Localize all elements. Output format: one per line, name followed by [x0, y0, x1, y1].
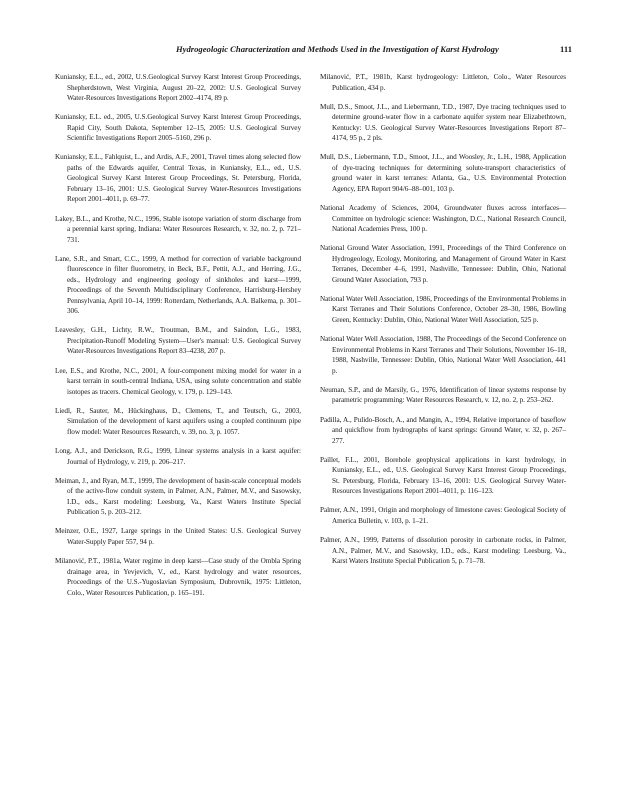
reference-entry: Neuman, S.P., and de Marsily, G., 1976, Identification of linear systems response by parametric programming: Water Resources Research, v. 12, no. 2, p. 253–262.: [320, 385, 566, 405]
reference-entry: Mull, D.S., Liebermann, T.D., Smoot, J.L., and Woosley, Jr., L.H., 1988, Application of dye-tracing techniques for determining solute-transport characteristics of ground water in karst terranes: Atlanta, Ga., U.S. Environmental Protection Agency, EPA Report 904/6–88–001, 103 p.: [320, 153, 566, 193]
reference-entry: Liedl, R., Sauter, M., Hückinghaus, D., Clemens, T., and Teutsch, G., 2003, Simulation of the development of karst aquifers using a coupled continuum pipe flow model: Water Resources Research, v. 39, no. 3, p. 1057.: [55, 406, 301, 436]
reference-entry: Palmer, A.N., 1991, Origin and morphology of limestone caves: Geological Society of America Bulletin, v. 103, p. 1–21.: [320, 506, 566, 525]
reference-entry: Paillet, F.L., 2001, Borehole geophysical applications in karst hydrology, in Kuniansky, E.L., ed., U.S. Geological Survey Karst Interest Group Proceedings, St. Petersburg, Florida, February 13–16, 2001: U.S. Geological Survey Water-Resources Investigations Report 2001–4011, p. 116–123.: [320, 455, 566, 496]
reference-entry: National Academy of Sciences, 2004, Groundwater fluxes across interfaces—Committee on hydrologic science: Washington, D.C., National Research Council, National Academies Press, 100 p.: [320, 204, 566, 234]
reference-entry: Kuniansky, E.L., Fahlquist, L., and Ardis, A.F., 2001, Travel times along selected flow paths of the Edwards aquifer, Central Texas, in Kuniansky, E.L., ed., U.S. Geological Survey Karst Interest Group Proceedings, St. Petersburg, Florida, February 13–16, 2001: U.S. Geological Survey Water-Resources Investigations Report 2001–4011, p. 69–77.: [55, 153, 301, 204]
reference-entry: Long, A.J., and Derickson, R.G., 1999, Linear systems analysis in a karst aquifer: Journal of Hydrology, v. 219, p. 206–217.: [55, 447, 301, 466]
reference-entry: Leavesley, G.H., Lichty, R.W., Troutman, B.M., and Saindon, L.G., 1983, Precipitation-Runoff Modeling System—User's manual: U.S. Geological Survey Water-Resources Investigations Report 83–4238, 207 p.: [55, 326, 301, 356]
page-number: 111: [560, 44, 572, 54]
left-column: [55, 72, 301, 607]
reference-entry: Meinzer, O.E., 1927, Large springs in the United States: U.S. Geological Survey Water-Supply Paper 557, 94 p.: [55, 527, 301, 546]
reference-entry: Lane, S.R., and Smart, C.C., 1999, A method for correction of variable background fluorescence in filter fluorometry, in Beck, B.F., Pettit, A.J., and Herring, J.G., eds., Hydrology and engineering geology of sinkholes and karst—1999, Proceedings of the Seventh Multidisciplinary Conference, Harrisburg-Hershey Pennsylvania, April 10–14, 1999: Rotterdam, Netherlands, A.A. Balkema, p. 301–306.: [55, 254, 301, 316]
reference-entry: Kuniansky, E.L. ed., 2005, U.S.Geological Survey Karst Interest Group Proceedings, Rapid City, South Dakota, September 12–15, 2005: U.S. Geological Survey Scientific Investigations Report 2005–5160, 296 p.: [55, 113, 301, 143]
reference-entry: Palmer, A.N., 1999, Patterns of dissolution porosity in carbonate rocks, in Palmer, A.N., Palmer, M.V., and Sasowsky, I.D., eds., Karst modeling: Leesburg, Va., Karst Waters Institute Special Publication 5, p. 71–78.: [320, 536, 566, 566]
reference-entry: Kuniansky, E.L., ed., 2002, U.S.Geological Survey Karst Interest Group Proceedings, Shepherdstown, West Virginia, August 20–22, 2002: U.S. Geological Survey Water-Resources Investigations Report 2002–4174, 89 p.: [55, 73, 301, 102]
reference-entry: Meiman, J., and Ryan, M.T., 1999, The development of basin-scale conceptual models of the active-flow conduit system, in Palmer, A.N., Palmer, M.V., and Sasowsky, I.D., eds., Karst modeling: Leesburg, Va., Karst Waters Institute Special Publication 5, p. 203–212.: [55, 476, 301, 517]
reference-entry: Milanović, P.T., 1981a, Water regime in deep karst—Case study of the Ombla Spring drainage area, in Yevjevich, V., ed., Karst hydrology and water resources, Proceedings of the U.S.-Yugoslavian Symposium, Dubrovnik, 1975: Littleton, Colo., Water Resources Publication, p. 165–191.: [55, 557, 301, 597]
reference-entry: Lakey, B.L., and Krothe, N.C., 1996, Stable isotope variation of storm discharge from a perennial karst spring, Indiana: Water Resources Research, v. 32, no. 2, p. 721–731.: [55, 214, 301, 244]
reference-entry: National Water Well Association, 1986, Proceedings of the Environmental Problems in Karst Terranes and Their Solutions Conference, October 28–30, 1986, Bowling Green, Kentucky: Dublin, Ohio, National Water Well Association, 525 p.: [320, 294, 566, 324]
reference-entry: Lee, E.S., and Krothe, N.C., 2001, A four-component mixing model for water in a karst terrain in south-central Indiana, USA, using solute concentration and stable isotopes as tracers. Chemical Geology, v. 179, p. 129–143.: [55, 366, 301, 396]
running-title: Hydrogeologic Characterization and Methods Used in the Investigation of Karst Hydrology: [176, 44, 499, 54]
reference-entry: Mull, D.S., Smoot, J.L., and Liebermann, T.D., 1987, Dye tracing techniques used to determine ground-water flow in a carbonate aquifer system near Elizabethtown, Kentucky: U.S. Geological Survey Water-Resources Investigations Report 87–4174, 95 p., 2 pls.: [320, 102, 566, 143]
running-header: [176, 44, 572, 54]
reference-entry: Padilla, A., Pulido-Bosch, A., and Mangin, A., 1994, Relative importance of baseflow and quickflow from hydrographs of karst springs: Ground Water, v. 32, p. 267–277.: [320, 415, 566, 445]
reference-entry: Milanović, P.T., 1981b, Karst hydrogeology: Littleton, Colo., Water Resources Publication, 434 p.: [320, 73, 566, 92]
reference-entry: National Ground Water Association, 1991, Proceedings of the Third Conference on Hydrogeology, Ecology, Monitoring, and Management of Ground Water in Karst Terranes, December 4–6, 1991, Nashville, Tennessee: Dublin, Ohio, National Ground Water Association, 793 p.: [320, 244, 566, 284]
reference-entry: National Water Well Association, 1988, The Proceedings of the Second Conference on Environmental Problems in Karst Terranes and Their Solutions, November 16–18, 1988, Nashville, Tennessee: Dublin, Ohio, National Water Well Association, 441 p.: [320, 335, 566, 375]
right-column: [320, 72, 566, 575]
